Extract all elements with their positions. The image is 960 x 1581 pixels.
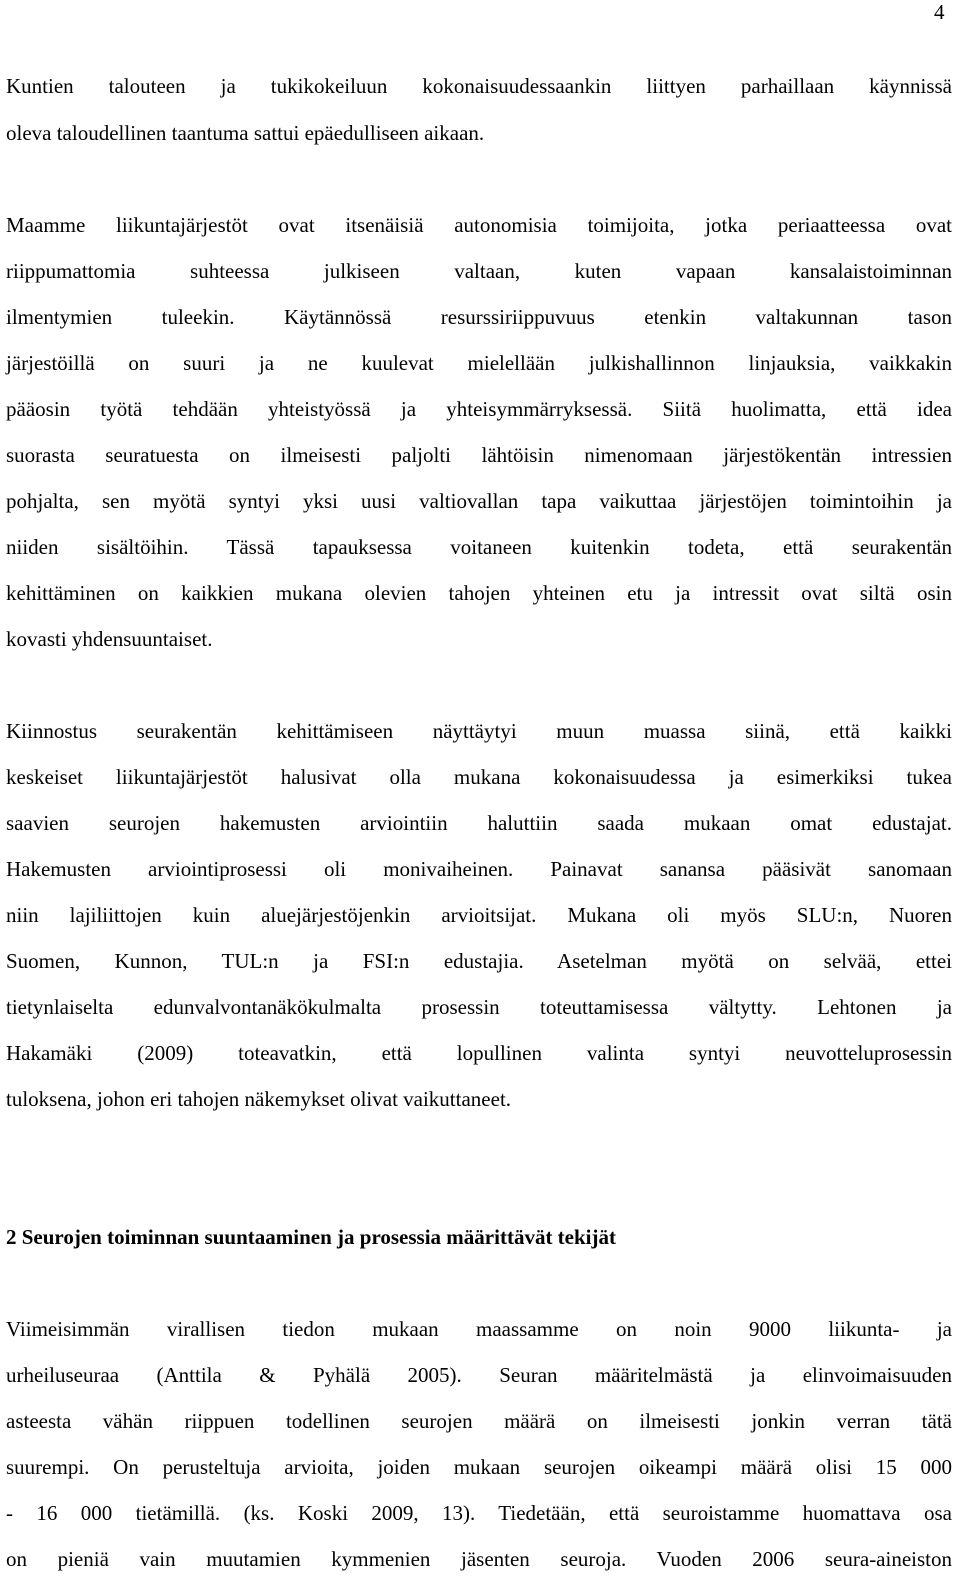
paragraph-line: kehittäminen on kaikkien mukana olevien tahojen yhteinen etu ja intressit ovat siltä osin — [6, 581, 952, 605]
paragraph-line: niiden sisältöihin. Tässä tapauksessa voitaneen kuitenkin todeta, että seurakentän — [6, 535, 952, 559]
paragraph-line: on pieniä vain muutamien kymmenien jäsenten seuroja. Vuoden 2006 seura-aineiston — [6, 1547, 952, 1571]
paragraph-line: oleva taloudellinen taantuma sattui epäedulliseen aikaan. — [6, 121, 485, 145]
paragraph-line: Hakemusten arviointiprosessi oli monivaiheinen. Painavat sanansa pääsivät sanomaan — [6, 857, 952, 881]
paragraph-line: Kuntien talouteen ja tukikokeiluun kokonaisuudessaankin liittyen parhaillaan käynnissä — [6, 74, 952, 98]
paragraph-line: Kiinnostus seurakentän kehittämiseen näyttäytyi muun muassa siinä, että kaikki — [6, 719, 952, 743]
paragraph-line: järjestöillä on suuri ja ne kuulevat mielellään julkishallinnon linjauksia, vaikkakin — [6, 351, 952, 375]
paragraph-line: asteesta vähän riippuen todellinen seurojen määrä on ilmeisesti jonkin verran tätä — [6, 1409, 952, 1433]
paragraph-line: riippumattomia suhteessa julkiseen valtaan, kuten vapaan kansalaistoiminnan — [6, 259, 952, 283]
paragraph-line: niin lajiliittojen kuin aluejärjestöjenkin arvioitsijat. Mukana oli myös SLU:n, Nuoren — [6, 903, 952, 927]
paragraph-line: pohjalta, sen myötä syntyi yksi uusi valtiovallan tapa vaikuttaa järjestöjen toimintoihin ja — [6, 489, 952, 513]
paragraph-line: saavien seurojen hakemusten arviointiin haluttiin saada mukaan omat edustajat. — [6, 811, 952, 835]
paragraph-line: kovasti yhdensuuntaiset. — [6, 627, 213, 651]
paragraph-line: urheiluseuraa (Anttila & Pyhälä 2005). Seuran määritelmästä ja elinvoimaisuuden — [6, 1363, 952, 1387]
section-heading: 2 Seurojen toiminnan suuntaaminen ja prosessia määrittävät tekijät — [6, 1225, 616, 1249]
paragraph-line: Viimeisimmän virallisen tiedon mukaan maassamme on noin 9000 liikunta- ja — [6, 1317, 952, 1341]
paragraph-line: - 16 000 tietämillä. (ks. Koski 2009, 13). Tiedetään, että seuroistamme huomattava osa — [6, 1501, 952, 1525]
paragraph-line: Maamme liikuntajärjestöt ovat itsenäisiä autonomisia toimijoita, jotka periaatteessa ovat — [6, 213, 952, 237]
paragraph-line: ilmentymien tuleekin. Käytännössä resurssiriippuvuus etenkin valtakunnan tason — [6, 305, 952, 329]
paragraph-line: suorasta seuratuesta on ilmeisesti paljolti lähtöisin nimenomaan järjestökentän intressien — [6, 443, 952, 467]
page-number: 4 — [934, 0, 945, 24]
paragraph-line: Suomen, Kunnon, TUL:n ja FSI:n edustajia. Asetelman myötä on selvää, ettei — [6, 949, 952, 973]
paragraph-line: Hakamäki (2009) toteavatkin, että lopullinen valinta syntyi neuvotteluprosessin — [6, 1041, 952, 1065]
paragraph-line: pääosin työtä tehdään yhteistyössä ja yhteisymmärryksessä. Siitä huolimatta, että idea — [6, 397, 952, 421]
paragraph-line: suurempi. On perusteltuja arvioita, joiden mukaan seurojen oikeampi määrä olisi 15 000 — [6, 1455, 952, 1479]
paragraph-line: keskeiset liikuntajärjestöt halusivat olla mukana kokonaisuudessa ja esimerkiksi tukea — [6, 765, 952, 789]
paragraph-line: tuloksena, johon eri tahojen näkemykset olivat vaikuttaneet. — [6, 1087, 512, 1111]
paragraph-line: tietynlaiselta edunvalvontanäkökulmalta prosessin toteuttamisessa vältytty. Lehtonen ja — [6, 995, 952, 1019]
